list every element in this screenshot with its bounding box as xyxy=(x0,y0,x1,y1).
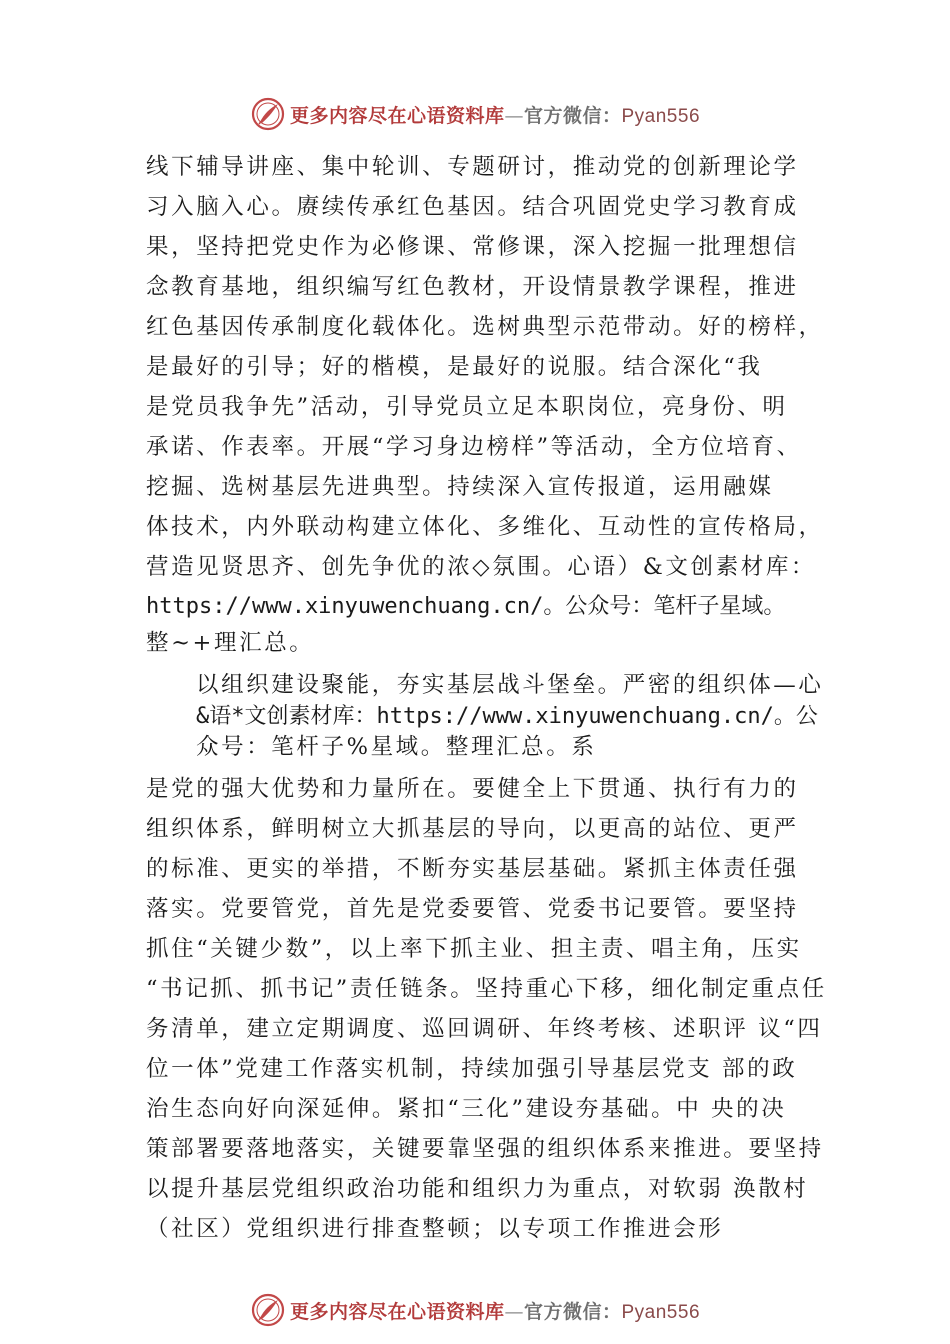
footer-banner xyxy=(0,1290,950,1330)
banner-wechat-id: Pyan556 xyxy=(621,1301,701,1323)
text-line: 务清单，建立定期调度、巡回调研、年终考核、述职评 议“四 xyxy=(146,1016,823,1042)
text-line: 是党员我争先”活动，引导党员立足本职岗位，亮身份、明 xyxy=(146,394,788,420)
text-line: （社区）党组织进行排查整顿；以专项工作推进会形 xyxy=(146,1216,724,1242)
banner-library-name: 更多内容尽在心语资料库 xyxy=(289,104,505,127)
text-line: 营造见贤思齐、创先争优的浓◇氛围。心语）&文创素材库： xyxy=(146,554,817,580)
text-line: 组织体系，鲜明树立大抓基层的导向，以更高的站位、更严 xyxy=(146,816,799,842)
quill-seal-logo-icon xyxy=(250,96,286,132)
banner-dash: — xyxy=(504,104,524,127)
text-line: 落实。党要管党，首先是党委要管、党委书记要管。要坚持 xyxy=(146,896,799,922)
text-line: 体技术，内外联动构建立体化、多维化、互动性的宣传格局， xyxy=(146,514,824,540)
text-line: “书记抓、抓书记”责任链条。坚持重心下移，细化制定重点任 xyxy=(146,976,827,1002)
text-line: 承诺、作表率。开展“学习身边榜样”等活动，全方位培育、 xyxy=(146,434,802,460)
text-line: 是最好的引导；好的楷模，是最好的说服。结合深化“我 xyxy=(146,354,763,380)
banner-text xyxy=(290,101,700,128)
text-line: 挖掘、选树基层先进典型。持续深入宣传报道，运用融媒 xyxy=(146,474,774,500)
banner-wechat-label: 官方微信： xyxy=(523,1300,622,1323)
text-line: 以组织建设聚能，夯实基层战斗堡垒。严密的组织体—心 xyxy=(196,672,824,698)
text-line: 红色基因传承制度化载体化。选树典型示范带动。好的榜样， xyxy=(146,314,824,340)
text-line: 习入脑入心。赓续传承红色基因。结合巩固党史学习教育成 xyxy=(146,194,799,220)
text-line: 的标准、更实的举措，不断夯实基层基础。紧抓主体责任强 xyxy=(146,856,799,882)
banner-dash: — xyxy=(504,1300,524,1323)
text-line: 线下辅导讲座、集中轮训、专题研讨，推动党的创新理论学 xyxy=(146,154,799,180)
text-line-url: &语*文创素材库：https://www.xinyuwenchuang.cn/。公 xyxy=(196,704,818,729)
text-line: 果，坚持把党史作为必修课、常修课，深入挖掘一批理想信 xyxy=(146,234,799,260)
text-line: 位一体”党建工作落实机制，持续加强引导基层党支 部的政 xyxy=(146,1056,798,1082)
banner-library-name: 更多内容尽在心语资料库 xyxy=(289,1300,505,1323)
quill-seal-logo-icon xyxy=(250,1292,286,1328)
text-line-url: https://www.xinyuwenchuang.cn/。公众号：笔杆子星域。 xyxy=(146,594,786,619)
header-banner xyxy=(0,94,950,134)
banner-wechat-label: 官方微信： xyxy=(523,104,622,127)
text-line: 以提升基层党组织政治功能和组织力为重点，对软弱 涣散村 xyxy=(146,1176,809,1202)
text-line: 抓住“关键少数”，以上率下抓主业、担主责、唱主角，压实 xyxy=(146,936,802,962)
text-line: 是党的强大优势和力量所在。要健全上下贯通、执行有力的 xyxy=(146,776,799,802)
text-line: 众号：笔杆子%星域。整理汇总。系 xyxy=(196,734,597,760)
text-line: 策部署要落地落实，关键要靠坚强的组织体系来推进。要坚持 xyxy=(146,1136,824,1162)
text-line: 念教育基地，组织编写红色教材，开设情景教学课程，推进 xyxy=(146,274,799,300)
banner-wechat-id: Pyan556 xyxy=(621,105,701,127)
text-line: 整~+理汇总。 xyxy=(146,630,315,656)
text-line: 治生态向好向深延伸。紧扣“三化”建设夯基础。中 央的决 xyxy=(146,1096,787,1122)
banner-text xyxy=(290,1297,700,1324)
